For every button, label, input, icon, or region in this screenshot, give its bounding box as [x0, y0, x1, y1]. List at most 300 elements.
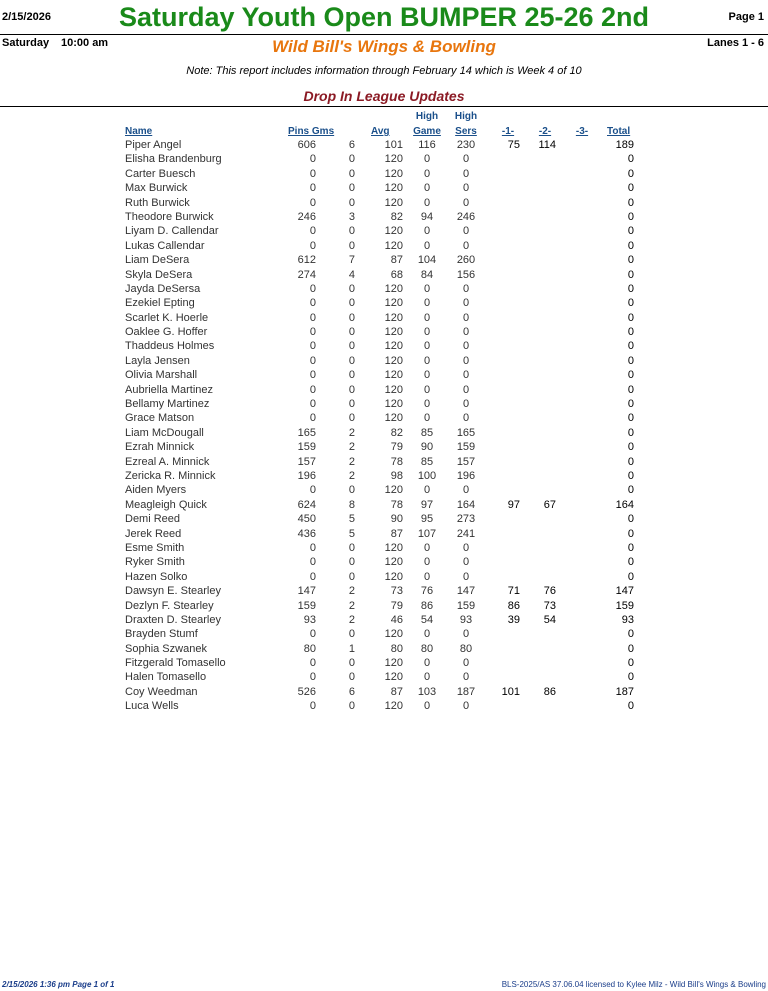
average: 82: [390, 210, 403, 223]
average: 120: [384, 153, 403, 166]
footer-timestamp: 2/15/2026 1:36 pm Page 1 of 1: [2, 980, 115, 989]
table-row: [0, 499, 768, 513]
high-game: 90: [420, 441, 434, 454]
bowler-list: [0, 139, 768, 715]
games: 0: [348, 239, 355, 252]
high-series: 0: [462, 671, 470, 684]
high-series: 0: [462, 570, 470, 583]
bowler-name: Hazen Solko: [125, 570, 188, 583]
high-game: 107: [417, 527, 437, 540]
games: 0: [348, 153, 355, 166]
total: 187: [615, 685, 634, 698]
high-series: 165: [456, 426, 476, 439]
bowler-name: Draxten D. Stearley: [125, 613, 221, 626]
table-row: [0, 657, 768, 671]
pins: 0: [309, 354, 316, 367]
section-title: Drop In League Updates: [303, 88, 465, 104]
high-game: 84: [420, 268, 434, 281]
total: 0: [627, 210, 634, 223]
league-title: Saturday Youth Open BUMPER 25-26 2nd: [118, 2, 650, 32]
high-game: 86: [420, 599, 434, 612]
bowler-name: Aubriella Martinez: [125, 383, 214, 396]
pins: 436: [297, 527, 316, 540]
bowler-name: Sophia Szwanek: [125, 642, 207, 655]
pins: 624: [297, 498, 316, 511]
report-note: Note: This report includes information through February 14 which is Week 4 of 10: [186, 65, 582, 77]
games: 2: [348, 585, 355, 598]
games: 2: [348, 599, 355, 612]
games: 7: [348, 254, 355, 267]
total: 0: [627, 282, 634, 295]
table-row: [0, 456, 768, 470]
bowler-name: Grace Matson: [125, 412, 195, 425]
pins: 0: [309, 326, 316, 339]
table-row: [0, 369, 768, 383]
high-series: 156: [456, 268, 476, 281]
average: 46: [390, 613, 403, 626]
col-header-high-game: Game: [413, 126, 441, 137]
high-series: 187: [456, 685, 476, 698]
high-series: 0: [462, 657, 470, 670]
bowler-name: Ezrah Minnick: [125, 441, 195, 454]
pins: 80: [303, 642, 316, 655]
bowler-name: Aiden Myers: [125, 484, 187, 497]
total: 0: [627, 167, 634, 180]
table-row: [0, 254, 768, 268]
average: 87: [390, 685, 403, 698]
high-game: 0: [423, 657, 431, 670]
game1: 71: [507, 585, 520, 598]
bowler-name: Demi Reed: [125, 513, 181, 526]
bowler-name: Coy Weedman: [125, 685, 198, 698]
total: 0: [627, 441, 634, 454]
high-game: 0: [423, 383, 431, 396]
bowler-name: Jayda DeSersa: [125, 282, 201, 295]
high-series: 0: [462, 196, 470, 209]
total: 0: [627, 484, 634, 497]
bowler-name: Theodore Burwick: [125, 210, 214, 223]
average: 73: [390, 585, 403, 598]
total: 0: [627, 527, 634, 540]
high-game: 0: [423, 541, 431, 554]
table-row: [0, 297, 768, 311]
games: 0: [348, 297, 355, 310]
high-game: 94: [420, 210, 434, 223]
high-game: 0: [423, 412, 431, 425]
high-series: 0: [462, 182, 470, 195]
col-header-pins-gms: Pins Gms: [288, 126, 335, 137]
high-game: 54: [420, 613, 434, 626]
games: 0: [348, 311, 355, 324]
bowler-name: Liyam D. Callendar: [125, 225, 219, 238]
high-series: 246: [456, 210, 476, 223]
table-row: [0, 197, 768, 211]
games: 0: [348, 570, 355, 583]
col-header-high-game-top: High: [415, 111, 439, 122]
col-header-game2: -2-: [538, 126, 552, 137]
total: 0: [627, 700, 634, 713]
high-series: 260: [456, 254, 476, 267]
bowler-name: Lukas Callendar: [125, 239, 205, 252]
table-row: [0, 700, 768, 714]
table-row: [0, 269, 768, 283]
pins: 0: [309, 297, 316, 310]
games: 0: [348, 369, 355, 382]
average: 120: [384, 556, 403, 569]
total: 0: [627, 254, 634, 267]
total: 0: [627, 426, 634, 439]
total: 0: [627, 225, 634, 238]
bowler-name: Ruth Burwick: [125, 196, 190, 209]
average: 120: [384, 383, 403, 396]
total: 0: [627, 455, 634, 468]
table-row: [0, 585, 768, 599]
average: 120: [384, 570, 403, 583]
total: 0: [627, 196, 634, 209]
bowler-name: Ezreal A. Minnick: [125, 455, 210, 468]
average: 98: [390, 469, 403, 482]
pins: 0: [309, 570, 316, 583]
total: 0: [627, 311, 634, 324]
total: 0: [627, 239, 634, 252]
games: 0: [348, 383, 355, 396]
games: 4: [348, 268, 355, 281]
game2: 54: [543, 613, 556, 626]
average: 82: [390, 426, 403, 439]
table-row: [0, 571, 768, 585]
high-series: 159: [456, 441, 476, 454]
footer-license: BLS-2025/AS 37.06.04 licensed to Kylee Milz - Wild Bill's Wings & Bowling: [501, 980, 766, 989]
high-series: 157: [456, 455, 476, 468]
table-row: [0, 139, 768, 153]
average: 120: [384, 700, 403, 713]
page-number: Page 1: [728, 11, 764, 23]
total: 0: [627, 541, 634, 554]
table-row: [0, 312, 768, 326]
average: 120: [384, 196, 403, 209]
pins: 612: [297, 254, 316, 267]
table-row: [0, 240, 768, 254]
total: 0: [627, 340, 634, 353]
high-series: 0: [462, 369, 470, 382]
average: 120: [384, 182, 403, 195]
average: 120: [384, 326, 403, 339]
bowler-name: Piper Angel: [125, 139, 182, 151]
total: 189: [615, 139, 634, 151]
games: 0: [348, 541, 355, 554]
total: 0: [627, 369, 634, 382]
average: 120: [384, 671, 403, 684]
pins: 526: [297, 685, 316, 698]
high-game: 100: [417, 469, 437, 482]
total: 0: [627, 513, 634, 526]
high-series: 147: [456, 585, 476, 598]
table-row: [0, 441, 768, 455]
average: 87: [390, 254, 403, 267]
col-header-high-sers: Sers: [455, 126, 477, 137]
game2: 86: [543, 685, 556, 698]
table-row: [0, 412, 768, 426]
pins: 165: [297, 426, 316, 439]
average: 68: [390, 268, 403, 281]
pins: 93: [303, 613, 316, 626]
pins: 274: [297, 268, 316, 281]
total: 0: [627, 326, 634, 339]
col-header-avg: Avg: [371, 126, 390, 137]
table-row: [0, 211, 768, 225]
high-series: 93: [459, 613, 473, 626]
pins: 157: [297, 455, 316, 468]
pins: 0: [309, 628, 316, 641]
average: 87: [390, 527, 403, 540]
table-row: [0, 628, 768, 642]
total: 0: [627, 383, 634, 396]
average: 120: [384, 311, 403, 324]
games: 0: [348, 225, 355, 238]
col-header-game1: -1-: [501, 126, 515, 137]
bowler-name: Dawsyn E. Stearley: [125, 585, 221, 598]
high-game: 0: [423, 153, 431, 166]
pins: 0: [309, 398, 316, 411]
average: 120: [384, 354, 403, 367]
high-series: 0: [462, 225, 470, 238]
total: 93: [621, 613, 634, 626]
game1: 39: [507, 613, 520, 626]
bowler-name: Elisha Brandenburg: [125, 153, 222, 166]
pins: 0: [309, 369, 316, 382]
total: 0: [627, 153, 634, 166]
games: 0: [348, 340, 355, 353]
games: 5: [348, 527, 355, 540]
col-header-name: Name: [125, 126, 153, 137]
bowler-name: Bellamy Martinez: [125, 398, 210, 411]
pins: 0: [309, 700, 316, 713]
pins: 0: [309, 340, 316, 353]
table-row: [0, 427, 768, 441]
high-game: 0: [423, 239, 431, 252]
high-series: 241: [456, 527, 476, 540]
bowler-name: Ezekiel Epting: [125, 297, 195, 310]
average: 120: [384, 369, 403, 382]
high-game: 0: [423, 340, 431, 353]
average: 80: [390, 642, 403, 655]
pins: 147: [297, 585, 316, 598]
average: 120: [384, 239, 403, 252]
table-row: [0, 528, 768, 542]
table-row: [0, 614, 768, 628]
report-date: 2/15/2026: [2, 11, 51, 23]
bowler-name: Liam McDougall: [125, 426, 204, 439]
pins: 0: [309, 657, 316, 670]
games: 0: [348, 167, 355, 180]
pins: 0: [309, 412, 316, 425]
pins: 606: [297, 139, 316, 151]
total: 0: [627, 469, 634, 482]
high-series: 0: [462, 383, 470, 396]
table-row: [0, 556, 768, 570]
table-row: [0, 470, 768, 484]
average: 90: [390, 513, 403, 526]
games: 0: [348, 182, 355, 195]
games: 0: [348, 657, 355, 670]
high-series: 0: [462, 484, 470, 497]
table-row: [0, 513, 768, 527]
average: 120: [384, 484, 403, 497]
high-game: 76: [420, 585, 434, 598]
high-game: 0: [423, 484, 431, 497]
average: 120: [384, 297, 403, 310]
high-game: 104: [417, 254, 437, 267]
average: 78: [390, 498, 403, 511]
high-game: 85: [420, 426, 434, 439]
bowler-name: Skyla DeSera: [125, 268, 193, 281]
table-row: [0, 671, 768, 685]
high-game: 85: [420, 455, 434, 468]
high-series: 0: [462, 297, 470, 310]
high-series: 0: [462, 412, 470, 425]
table-row: [0, 542, 768, 556]
high-series: 0: [462, 700, 470, 713]
games: 0: [348, 398, 355, 411]
high-series: 0: [462, 541, 470, 554]
table-row: [0, 384, 768, 398]
header-divider: [0, 34, 768, 35]
average: 120: [384, 225, 403, 238]
league-time: 10:00 am: [61, 37, 109, 49]
total: 159: [615, 599, 634, 612]
average: 79: [390, 599, 403, 612]
total: 0: [627, 671, 634, 684]
average: 120: [384, 628, 403, 641]
games: 2: [348, 455, 355, 468]
pins: 0: [309, 225, 316, 238]
games: 2: [348, 469, 355, 482]
table-row: [0, 283, 768, 297]
high-game: 0: [423, 225, 431, 238]
bowler-name: Meagleigh Quick: [125, 498, 207, 511]
high-series: 0: [462, 556, 470, 569]
total: 0: [627, 268, 634, 281]
high-series: 0: [462, 628, 470, 641]
average: 79: [390, 441, 403, 454]
table-row: [0, 225, 768, 239]
high-series: 0: [462, 282, 470, 295]
bowler-name: Oaklee G. Hoffer: [125, 326, 208, 339]
games: 0: [348, 282, 355, 295]
pins: 0: [309, 282, 316, 295]
high-series: 0: [462, 239, 470, 252]
high-series: 159: [456, 599, 476, 612]
high-game: 0: [423, 282, 431, 295]
games: 5: [348, 513, 355, 526]
bowler-name: Halen Tomasello: [125, 671, 207, 684]
high-game: 0: [423, 700, 431, 713]
high-game: 80: [420, 642, 434, 655]
high-series: 0: [462, 326, 470, 339]
bowler-name: Max Burwick: [125, 182, 188, 195]
games: 0: [348, 412, 355, 425]
lanes-range: Lanes 1 - 6: [707, 37, 764, 49]
high-game: 0: [423, 556, 431, 569]
game2: 76: [543, 585, 556, 598]
pins: 0: [309, 153, 316, 166]
section-divider: [0, 106, 768, 107]
total: 0: [627, 182, 634, 195]
table-row: [0, 643, 768, 657]
average: 78: [390, 455, 403, 468]
high-game: 0: [423, 326, 431, 339]
high-game: 0: [423, 196, 431, 209]
pins: 246: [297, 210, 316, 223]
game1: 97: [507, 498, 520, 511]
total: 0: [627, 642, 634, 655]
high-series: 230: [456, 139, 476, 151]
high-game: 0: [423, 369, 431, 382]
table-row: [0, 168, 768, 182]
pins: 0: [309, 556, 316, 569]
games: 1: [348, 642, 355, 655]
pins: 159: [297, 599, 316, 612]
table-row: [0, 600, 768, 614]
bowler-name: Esme Smith: [125, 541, 185, 554]
average: 120: [384, 398, 403, 411]
pins: 0: [309, 541, 316, 554]
table-row: [0, 398, 768, 412]
high-series: 0: [462, 153, 470, 166]
pins: 0: [309, 196, 316, 209]
games: 2: [348, 441, 355, 454]
table-row: [0, 340, 768, 354]
total: 0: [627, 556, 634, 569]
bowler-name: Ryker Smith: [125, 556, 185, 569]
bowler-name: Luca Wells: [125, 700, 179, 713]
games: 0: [348, 354, 355, 367]
high-game: 0: [423, 671, 431, 684]
games: 6: [348, 685, 355, 698]
total: 0: [627, 412, 634, 425]
league-day: Saturday: [2, 37, 50, 49]
total: 0: [627, 657, 634, 670]
games: 0: [348, 196, 355, 209]
high-game: 0: [423, 167, 431, 180]
total: 0: [627, 354, 634, 367]
average: 120: [384, 657, 403, 670]
high-series: 164: [456, 498, 476, 511]
total: 164: [615, 498, 634, 511]
high-game: 0: [423, 311, 431, 324]
pins: 0: [309, 311, 316, 324]
pins: 0: [309, 182, 316, 195]
bowler-name: Zericka R. Minnick: [125, 469, 216, 482]
high-game: 116: [418, 139, 436, 151]
total: 0: [627, 398, 634, 411]
games: 0: [348, 326, 355, 339]
pins: 0: [309, 239, 316, 252]
games: 2: [348, 613, 355, 626]
pins: 0: [309, 383, 316, 396]
bowler-name: Fitzgerald Tomasello: [125, 657, 226, 670]
average: 120: [384, 412, 403, 425]
bowler-name: Liam DeSera: [125, 254, 190, 267]
pins: 196: [297, 469, 316, 482]
high-game: 103: [417, 685, 437, 698]
table-row: [0, 326, 768, 340]
average: 120: [384, 340, 403, 353]
high-series: 0: [462, 340, 470, 353]
high-series: 0: [462, 398, 470, 411]
games: 0: [348, 628, 355, 641]
high-game: 97: [420, 498, 434, 511]
